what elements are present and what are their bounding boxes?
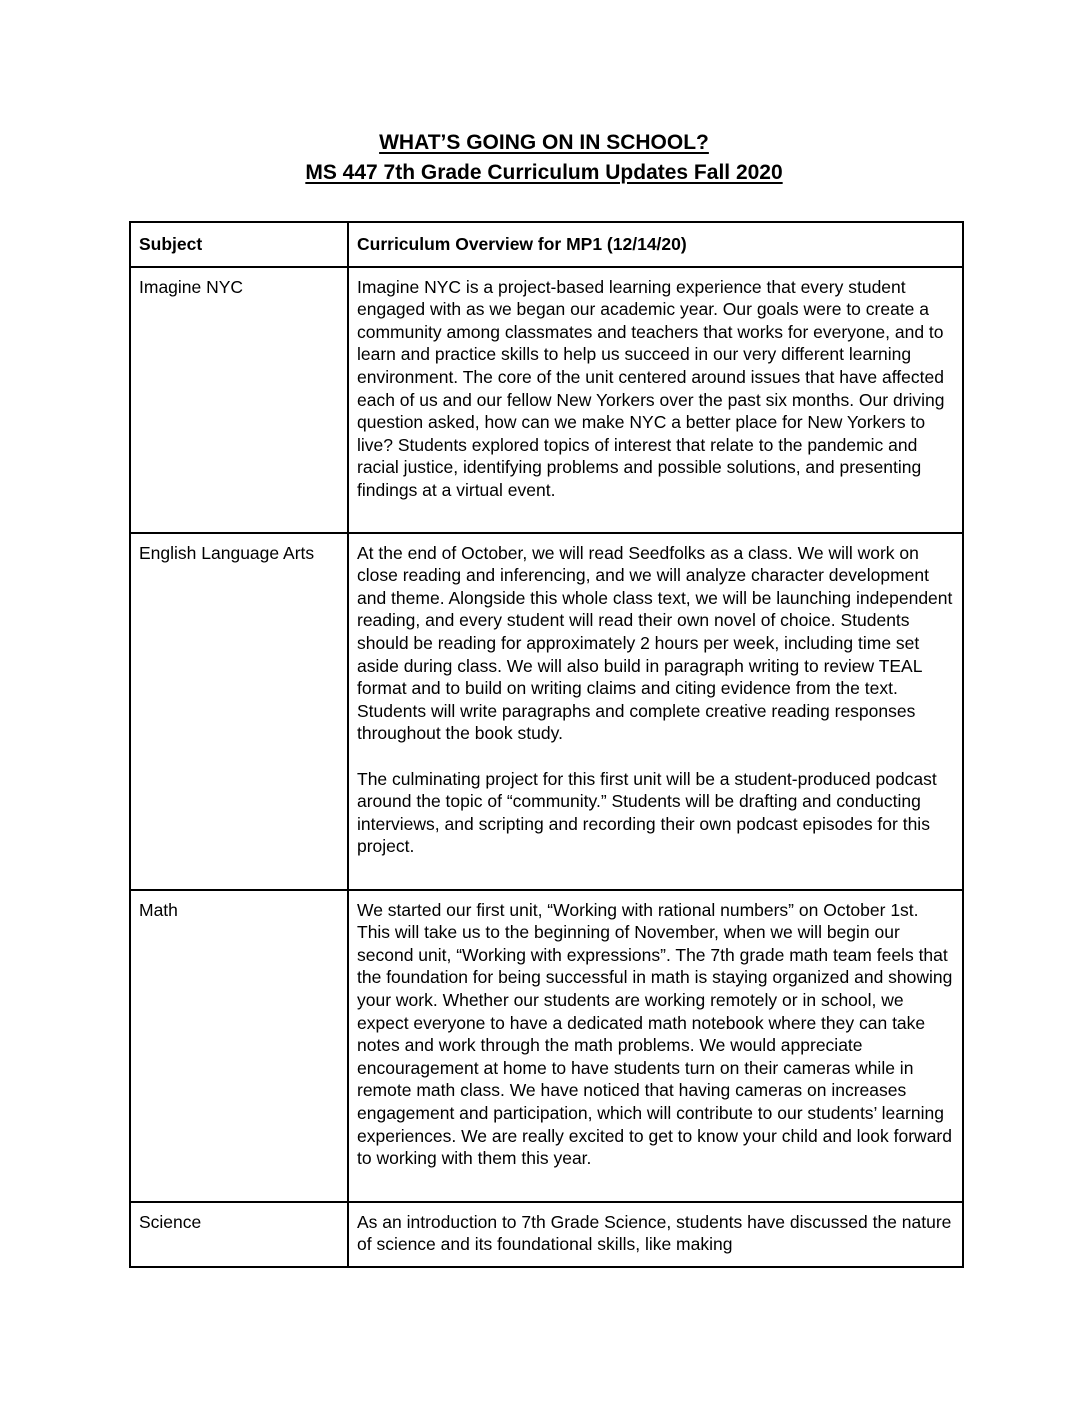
curriculum-table (129, 221, 964, 1268)
subject-cell: English Language Arts (130, 533, 348, 890)
table-row (130, 890, 963, 1202)
subject-cell: Math (130, 890, 348, 1202)
overview-cell (348, 1202, 963, 1267)
header-overview: Curriculum Overview for MP1 (12/14/20) (348, 222, 963, 267)
subject-cell: Science (130, 1202, 348, 1267)
overview-paragraph: At the end of October, we will read Seedfolks as a class. We will work on close reading and inferencing, and we will analyze character development and theme. Alongside this whole class text, we will be launching independent reading, and every student will read their own novel of choice. Students should be reading for approximately 2 hours per week, including time set aside during class. We will also build in paragraph writing to review TEAL format and to build on writing claims and citing evidence from the text. Students will write paragraphs and complete creative reading responses throughout the book study. (357, 542, 953, 744)
overview-paragraph: The culminating project for this first unit will be a student-produced podcast around the topic of “community.” Students will be drafting and conducting interviews, and scripting and recording their own podcast episodes for this project. (357, 768, 937, 857)
table-row (130, 533, 963, 890)
subject-cell: Imagine NYC (130, 267, 348, 533)
document-title (0, 128, 1088, 188)
table-header-row (130, 222, 963, 267)
title-line-2: MS 447 7th Grade Curriculum Updates Fall 2020 (305, 161, 783, 184)
overview-cell (348, 890, 963, 1202)
overview-paragraph: As an introduction to 7th Grade Science, students have discussed the nature of science and its foundational skills, like making (357, 1211, 952, 1255)
table-row (130, 1202, 963, 1267)
overview-paragraph: We started our first unit, “Working with rational numbers” on October 1st. This will take us to the beginning of November, when we will begin our second unit, “Working with expressions”. The 7th grade math team feels that the foundation for being successful in math is staying organized and showing your work. Whether our students are working remotely or in school, we expect everyone to have a dedicated math notebook where they can take notes and work through the math problems. We would appreciate encouragement at home to have students turn on their cameras while in remote math class. We have noticed that having cameras on increases engagement and participation, which will contribute to our students’ learning experiences. We are really excited to get to know your child and look forward to working with them this year. (357, 899, 953, 1169)
overview-paragraph: Imagine NYC is a project-based learning experience that every student engaged with as we began our academic year. Our goals were to create a community among classmates and teachers that works for everyone, and to learn and practice skills to help us succeed in our very different learning environment. The core of the unit centered around issues that have affected each of us and our fellow New Yorkers over the past six months. Our driving question asked, how can we make NYC a better place for New Yorkers to live? Students explored topics of interest that relate to the pandemic and racial justice, identifying problems and possible solutions, and presenting findings at a virtual event. (357, 276, 945, 500)
header-subject: Subject (130, 222, 348, 267)
table-row (130, 267, 963, 533)
title-line-1: WHAT’S GOING ON IN SCHOOL? (379, 131, 709, 154)
overview-cell (348, 533, 963, 890)
overview-cell (348, 267, 963, 533)
